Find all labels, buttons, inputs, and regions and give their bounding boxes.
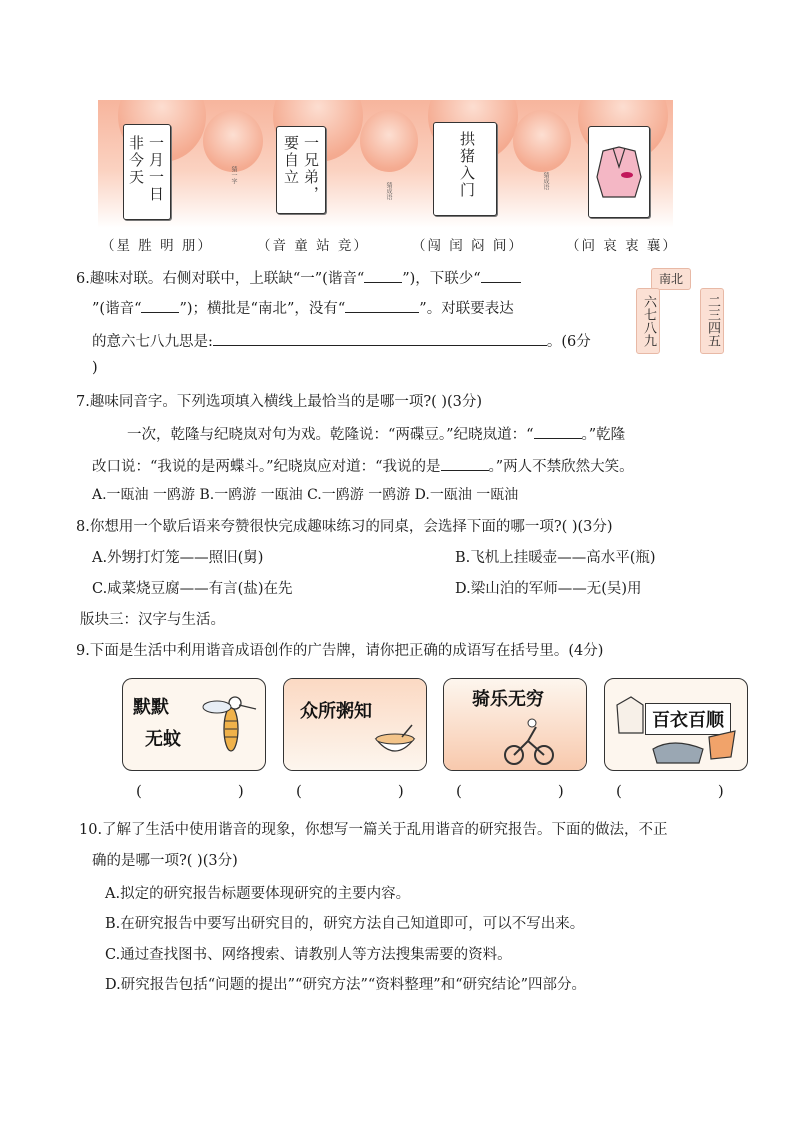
riddle-tag-2-line2: 要自立 [282,135,300,186]
answer-paren-4[interactable] [616,782,724,800]
ad-board-3-line1: 骑乐无穷 [472,689,544,710]
q7-stem: 7.趣味同音字。下列选项填入横线上最恰当的是哪一项?( )(3分) [76,394,483,410]
q10-option-d[interactable]: D.研究报告包括“问题的提出”“研究方法”“资料整理”和“研究结论”四部分。 [105,977,587,993]
ad-board-1-line2: 无蚊 [145,729,181,750]
couplet-horizontal-scroll: 南北 [651,268,691,290]
q6-text: ”。对联要表达 [419,301,514,317]
answer-blank[interactable] [534,424,582,439]
ad-board-2 [283,678,427,771]
riddle-tag-3 [433,122,497,216]
answer-blank[interactable] [345,298,419,313]
riddle-hint-2: 猜成语 [385,182,392,200]
q7-passage-line1 [127,424,625,445]
paren-open: ( [136,782,142,800]
q10-stem-line2: 确的是哪一项?( )(3分) [92,853,238,869]
q8-option-a[interactable]: A.外甥打灯笼——照旧(舅) [92,550,264,566]
q6-line2 [92,298,514,319]
q8-stem: 8.你想用一个歇后语来夸赞很快完成趣味练习的同桌，会选择下面的哪一项?( )(3分) [76,519,613,535]
paren-close: ) [557,782,564,800]
answer-blank[interactable] [441,456,489,471]
robe-icon [589,127,649,217]
q9-stem: 9.下面是生活中利用谐音成语创作的广告牌，请你把正确的成语写在括号里。(4分) [76,643,604,659]
q7-passage-line2 [92,456,634,477]
q7-text: 改口说：“我说的是两蝶斗。”纪晓岚应对道：“我说的是 [92,459,441,475]
q10-stem-line1: 10.了解了生活中使用谐音的现象，你想写一篇关于乱用谐音的研究报告。下面的做法，不正 [79,822,668,838]
q10-option-a[interactable]: A.拟定的研究报告标题要体现研究的主要内容。 [105,886,411,902]
q6-text: ”)，下联少“ [402,271,481,287]
riddle-hint-3: 猜成语 [542,172,549,190]
ad-board-4-line1: 百衣百顺 [645,703,731,735]
porridge-bowl-icon [372,723,418,763]
riddle-tag-1-line2: 非今天 [127,135,145,186]
answer-paren-1[interactable] [136,782,244,800]
riddle-tag-1-line1: 一月一日 [147,135,165,203]
couplet-right-scroll: 二三四五 [700,288,724,354]
q7-text: 。”两人不禁欣然大笑。 [488,459,634,475]
q6-line1 [76,268,521,289]
q8-option-c[interactable]: C.咸菜烧豆腐——有言(盐)在先 [92,581,293,597]
ad-board-2-line1: 众所粥知 [300,701,372,722]
lantern-icon [513,110,571,172]
riddle-options-4: （问 哀 衷 襄） [566,238,678,254]
q7-text: 一次，乾隆与纪晓岚对句为戏。乾隆说：“两碟豆。”纪晓岚道：“ [127,427,534,443]
paren-close: ) [397,782,404,800]
clothes-icon [613,687,743,767]
ad-board-3 [443,678,587,771]
riddle-tag-4 [588,126,650,218]
answer-blank[interactable] [364,268,402,283]
q8-option-d[interactable]: D.梁山泊的军师——无(吴)用 [455,581,642,597]
q6-text: 。(6分 [546,334,591,350]
q6-text: ”)；横批是“南北”，没有“ [179,301,346,317]
paren-open: ( [456,782,462,800]
cyclist-icon [500,717,560,767]
answer-paren-3[interactable] [456,782,564,800]
q7-text: 。”乾隆 [581,427,626,443]
ad-board-1 [122,678,266,771]
lantern-riddle-banner [98,100,673,228]
riddle-options-2: （音 童 站 竞） [257,238,369,254]
riddle-options-1: （星 胜 明 朋） [101,238,213,254]
q6-line3 [92,331,591,352]
mosquito-icon [201,687,261,765]
riddle-options-3: （闯 闰 闷 间） [412,238,524,254]
q6-line4: ) [92,360,98,376]
riddle-hint-1: 猜一字 [230,166,237,184]
q6-text: ”(谐音“ [92,301,142,317]
ad-board-1-line1: 默默 [133,697,169,718]
riddle-tag-2-line1: 一兄弟， [302,135,320,203]
riddle-tag-3-line1: 拱猪入门 [458,131,476,199]
paren-close: ) [237,782,244,800]
q10-option-c[interactable]: C.通过查找图书、网络搜索、请教别人等方法搜集需要的资料。 [105,947,512,963]
answer-blank[interactable] [213,331,547,346]
lantern-icon [360,110,418,172]
couplet-left-scroll: 六七八九 [636,288,660,354]
q10-option-b[interactable]: B.在研究报告中要写出研究目的，研究方法自己知道即可，可以不写出来。 [105,916,585,932]
answer-paren-2[interactable] [296,782,404,800]
q7-options: A.一瓯油 一鸥游 B.一鸥游 一瓯油 C.一鸥游 一鸥游 D.一瓯油 一瓯油 [92,487,519,503]
q6-text: 的意六七八九思是: [92,334,213,350]
ad-board-4 [604,678,748,771]
paren-close: ) [717,782,724,800]
q6-text: 6.趣味对联。右侧对联中，上联缺“一”(谐音“ [76,271,365,287]
q8-option-b[interactable]: B.飞机上挂暖壶——高水平(瓶) [455,550,656,566]
paren-open: ( [296,782,302,800]
answer-blank[interactable] [481,268,521,283]
riddle-tag-1 [123,124,171,220]
paren-open: ( [616,782,622,800]
lantern-icon [203,110,263,172]
section-heading: 版块三：汉字与生活。 [80,612,225,628]
answer-blank[interactable] [141,298,179,313]
riddle-tag-2 [276,126,326,214]
